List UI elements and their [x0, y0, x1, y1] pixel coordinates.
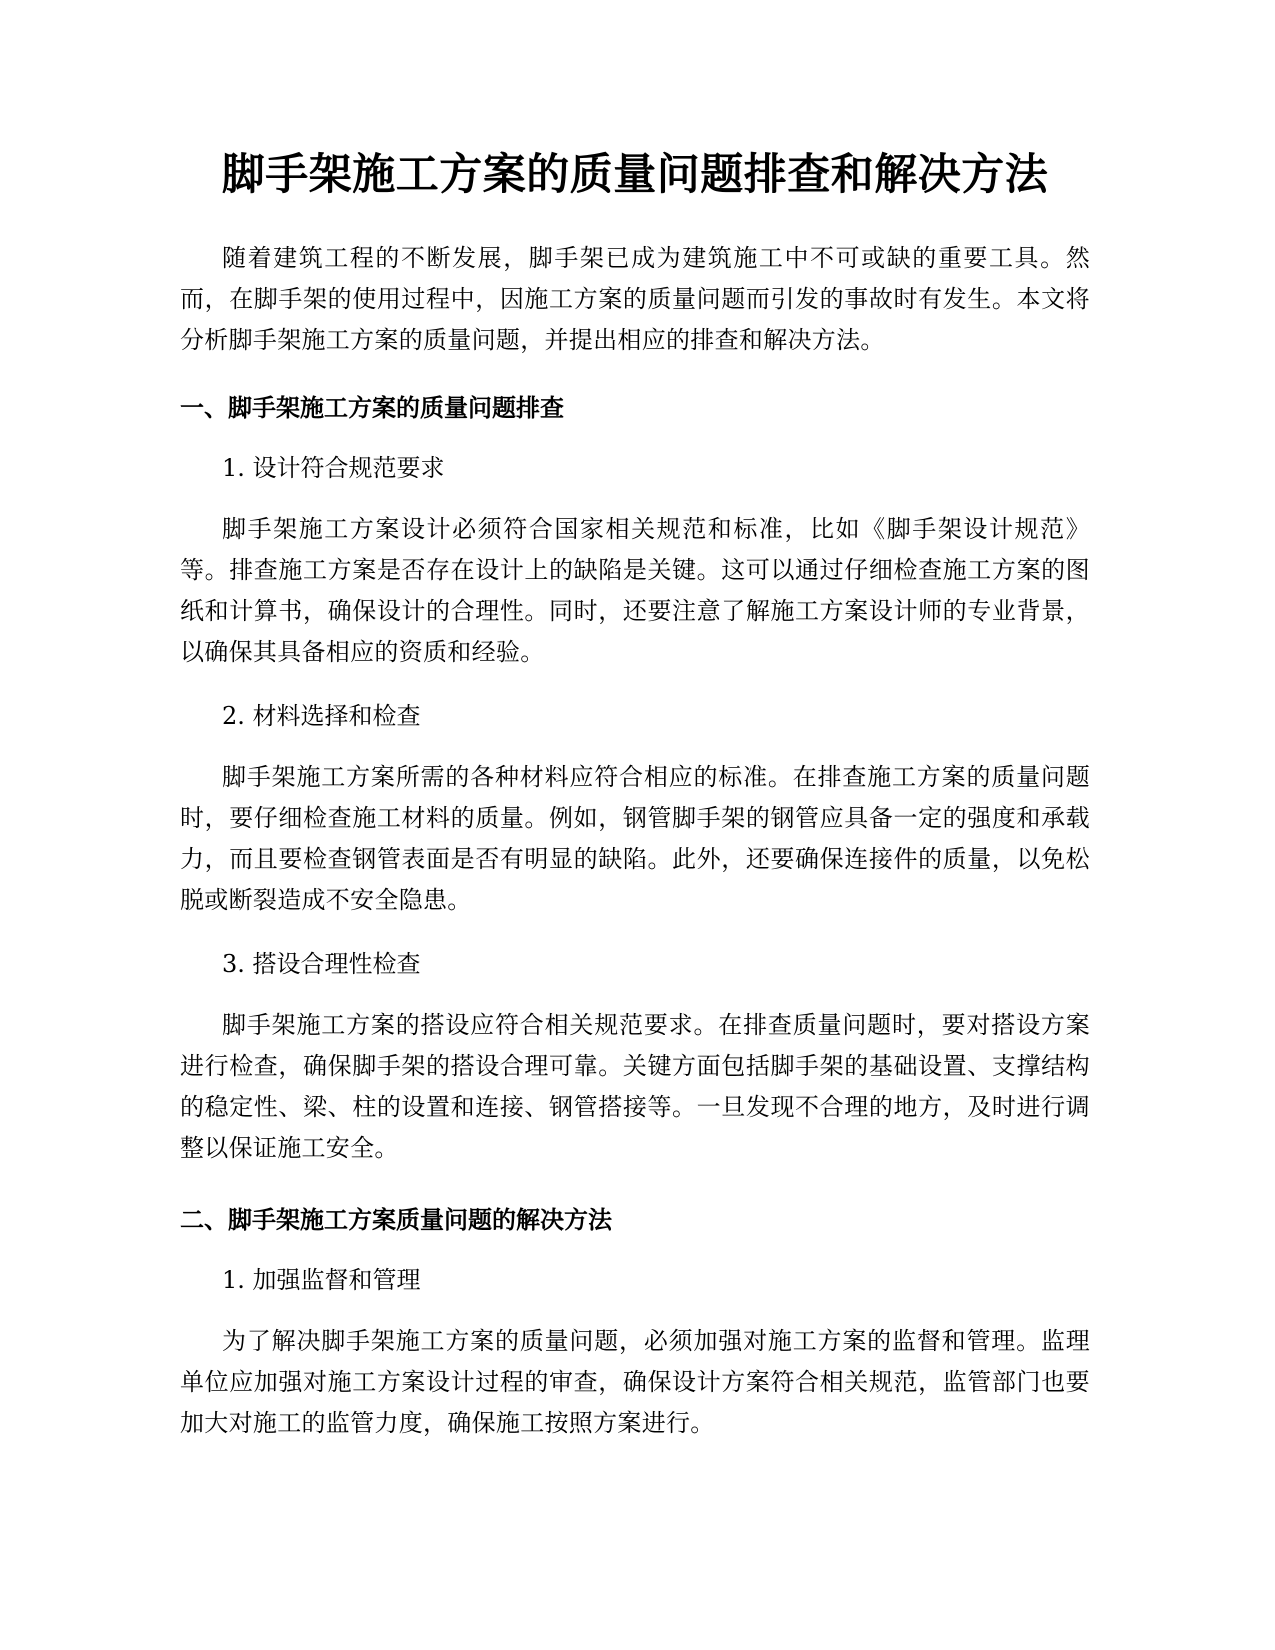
- section-2-heading: 二、脚手架施工方案质量问题的解决方法: [180, 1206, 612, 1234]
- section-1-item-2-subheading: 2. 材料选择和检查: [222, 702, 421, 730]
- section-1-item-1-body: 脚手架施工方案设计必须符合国家相关规范和标准，比如《脚手架设计规范》等。排查施工方案是否存在设计上的缺陷是关键。这可以通过仔细检查施工方案的图纸和计算书，确保设计的合理性。同时，还要注意了解施工方案设计师的专业背景，以确保其具备相应的资质和经验。: [180, 515, 1090, 666]
- section-1-item-3-body: 脚手架施工方案的搭设应符合相关规范要求。在排查质量问题时，要对搭设方案进行检查，确保脚手架的搭设合理可靠。关键方面包括脚手架的基础设置、支撑结构的稳定性、梁、柱的设置和连接、钢管搭接等。一旦发现不合理的地方，及时进行调整以保证施工安全。: [180, 1011, 1090, 1162]
- section-1-heading: 一、脚手架施工方案的质量问题排查: [180, 394, 564, 422]
- intro-paragraph: 随着建筑工程的不断发展，脚手架已成为建筑施工中不可或缺的重要工具。然而，在脚手架的使用过程中，因施工方案的质量问题而引发的事故时有发生。本文将分析脚手架施工方案的质量问题，并提出相应的排查和解决方法。: [180, 244, 1090, 354]
- section-1-item-3-subheading: 3. 搭设合理性检查: [222, 950, 421, 978]
- section-1-item-1-subheading: 1. 设计符合规范要求: [222, 454, 445, 482]
- section-2-item-1-body: 为了解决脚手架施工方案的质量问题，必须加强对施工方案的监督和管理。监理单位应加强对施工方案设计过程的审查，确保设计方案符合相关规范，监管部门也要加大对施工的监管力度，确保施工按照方案进行。: [180, 1327, 1090, 1437]
- section-1-item-2-body: 脚手架施工方案所需的各种材料应符合相应的标准。在排查施工方案的质量问题时，要仔细检查施工材料的质量。例如，钢管脚手架的钢管应具备一定的强度和承载力，而且要检查钢管表面是否有明显的缺陷。此外，还要确保连接件的质量，以免松脱或断裂造成不安全隐患。: [180, 763, 1090, 914]
- document-page: [180, 140, 1090, 1444]
- section-2-item-1-subheading: 1. 加强监督和管理: [222, 1266, 421, 1294]
- document-title: 脚手架施工方案的质量问题排查和解决方法: [221, 150, 1049, 200]
